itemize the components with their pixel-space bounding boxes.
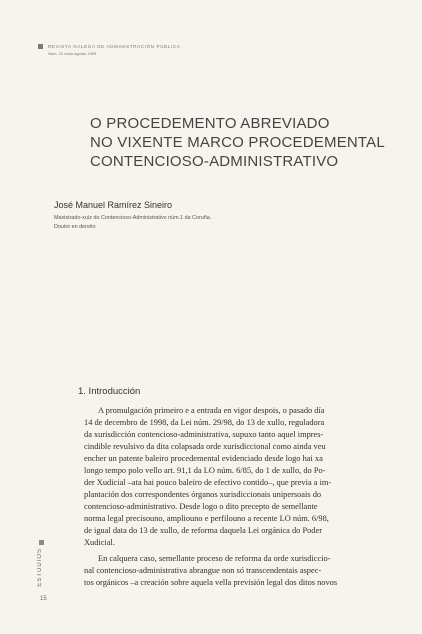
page-number: 15 xyxy=(40,596,47,602)
author-name: José Manuel Ramírez Sineiro xyxy=(54,200,173,210)
text-line: plantación dos correspondentes órganos xurisdiccionais unipersoais do xyxy=(84,490,322,499)
article-title xyxy=(90,114,385,171)
text-line: 14 de decembro de 1998, da Lei núm. 29/98, do 13 de xullo, reguladora xyxy=(84,418,325,427)
text-line: A promulgación primeiro e a entrada en vigor despois, o pasado día xyxy=(98,406,325,415)
text-line: Xudicial. xyxy=(84,538,115,547)
section-heading: 1. Introducción xyxy=(78,386,141,397)
author-block xyxy=(54,200,211,232)
text-line: da xurisdicción contencioso-administrativa, supuxo tanto aquel impres- xyxy=(84,430,324,439)
journal-header xyxy=(38,44,180,56)
affiliation-line: Doutor en dereito xyxy=(54,224,96,230)
text-line: tos orgánicos –a creación sobre aquela vella previsión legal dos ditos novos xyxy=(84,578,338,587)
text-line: contencioso-administrativo. Desde logo o dito precepto de semellante xyxy=(84,502,318,511)
side-square-mark xyxy=(39,540,44,545)
header-square-mark xyxy=(38,44,43,49)
author-affiliation xyxy=(54,214,211,232)
side-label-text: ESTUDIOS xyxy=(37,548,43,587)
title-line: CONTENCIOSO-ADMINISTRATIVO xyxy=(90,153,339,170)
paragraph xyxy=(84,405,400,549)
title-line: O PROCEDEMENTO ABREVIADO xyxy=(90,115,330,132)
text-line: cindible revulsivo da dita colapsada orde xurisdiccional como ainda veu xyxy=(84,442,326,451)
text-line: der Xudicial –ata hai pouco baleiro de efectivo contido–, que previa a im- xyxy=(84,478,332,487)
text-line: encher un patente baleiro procedemental evidenciado desde logo hai xa xyxy=(84,454,323,463)
text-line: longo tempo polo vello art. 91,1 da LO núm. 6/85, do 1 de xullo, do Po- xyxy=(84,466,326,475)
text-line: En calquera caso, semellante proceso de reforma da orde xurisdiccio- xyxy=(98,554,331,563)
text-line: norma legal precisouno, ampliouno e perfilouno a recente LO núm. 6/98, xyxy=(84,514,329,523)
paragraph xyxy=(84,553,400,589)
journal-name: REVISTA GALEGA DE ADMINISTRACIÓN PÚBLICA xyxy=(48,44,181,49)
title-line: NO VIXENTE MARCO PROCEDEMENTAL xyxy=(90,134,385,151)
body-text xyxy=(84,405,400,589)
issue-info: Núm. 22 maio-agosto 1999 xyxy=(48,51,97,56)
section-side-label xyxy=(36,540,48,600)
affiliation-line: Maxistrado-xuíz do Contencioso-Administrativo núm.1 da Coruña. xyxy=(54,215,212,221)
text-line: nal contencioso-administrativa abrangue non só transcendentais aspec- xyxy=(84,566,322,575)
text-line: de igual data do 13 de xullo, de reforma daquela Lei orgánica do Poder xyxy=(84,526,322,535)
